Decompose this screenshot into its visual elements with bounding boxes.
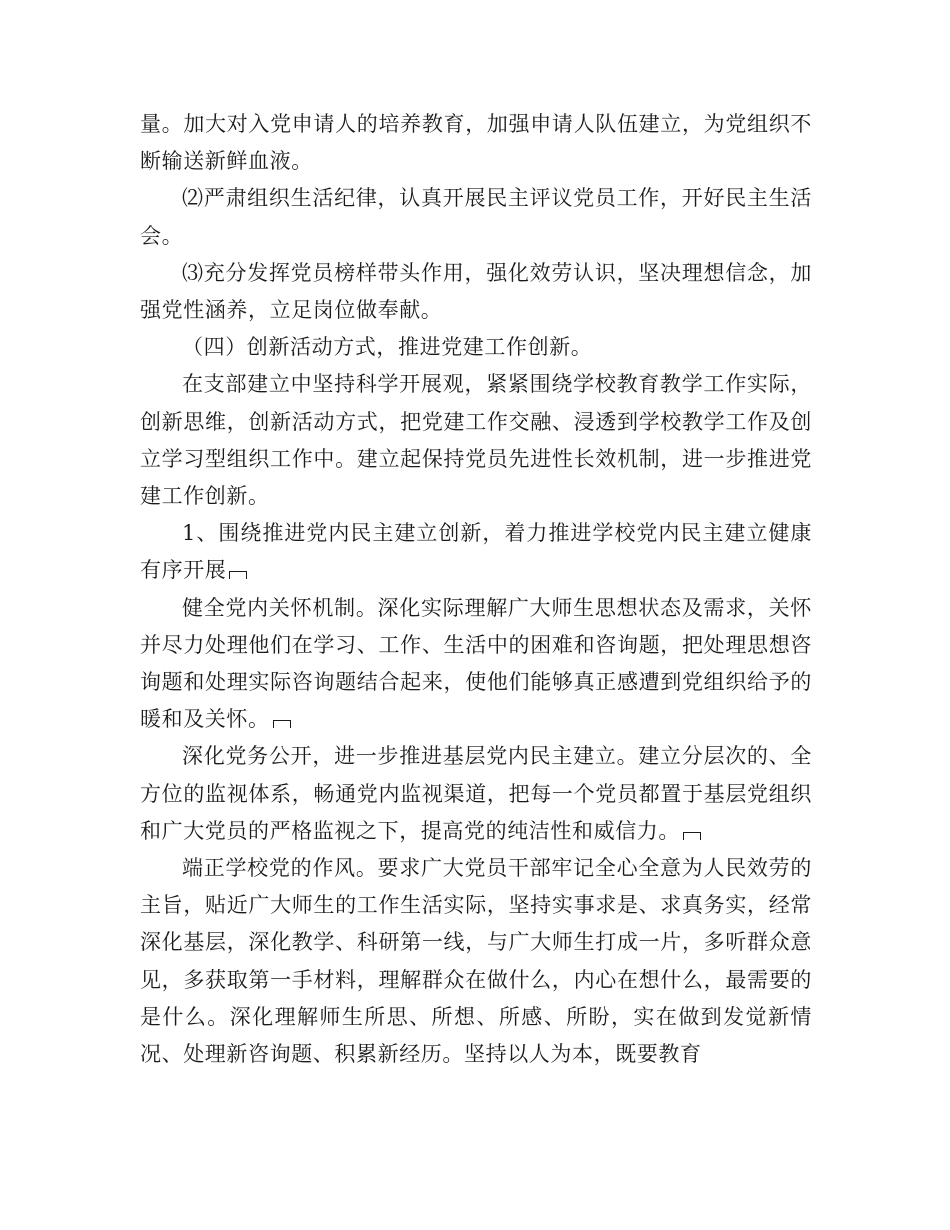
paragraph-text: ⑶充分发挥党员榜样带头作用，强化效劳认识，坚决理想信念，加强党性涵养，立足岗位做奉献。	[140, 260, 812, 323]
heading-text: （四）创新活动方式，推进党建工作创新。	[182, 335, 593, 360]
paragraph-item-2	[140, 180, 812, 254]
paragraph-text: 健全党内关怀机制。深化实际理解广大师生思想状态及需求，关怀并尽力处理他们在学习、工作、生活中的困难和咨询题，把处理思想咨询题和处理实际咨询题结合起来，使他们能够真正感遭到党组织给予的暖和及关怀。	[140, 595, 812, 732]
line-break-mark-icon	[273, 720, 291, 728]
paragraph-innovation	[140, 366, 812, 515]
paragraph-text: 在支部建立中坚持科学开展观，紧紧围绕学校教育教学工作实际，创新思维，创新活动方式，把党建工作交融、浸透到学校教学工作及创立学习型组织工作中。建立起保持党员先进性长效机制，进一步推进党建工作创新。	[140, 372, 812, 509]
paragraph-text: 1、围绕推进党内民主建立创新，着力推进学校党内民主建立健康有序开展	[140, 521, 812, 583]
paragraph-party-affairs	[140, 738, 812, 850]
paragraph-text: 端正学校党的作风。要求广大党员干部牢记全心全意为人民效劳的主旨，贴近广大师生的工作生活实际，坚持实事求是、求真务实，经常深化基层，深化教学、科研第一线，与广大师生打成一片，多听群众意见，多获取第一手材料，理解群众在做什么，内心在想什么，最需要的是什么。深化理解师生所思、所想、所感、所盼，实在做到发觉新情况、处理新咨询题、积累新经历。坚持以人为本，既要教育	[140, 856, 812, 1067]
paragraph-party-style	[140, 850, 812, 1073]
paragraph-care-mechanism	[140, 590, 812, 739]
paragraph-text: ⑵严肃组织生活纪律，认真开展民主评议党员工作，开好民主生活会。	[140, 186, 812, 248]
section-heading	[140, 329, 812, 366]
paragraph-text: 深化党务公开，进一步推进基层党内民主建立。建立分层次的、全方位的监视体系，畅通党内监视渠道，把每一个党员都置于基层党组织和广大党员的严格监视之下，提高党的纯洁性和威信力。	[140, 744, 812, 843]
line-break-mark-icon	[229, 571, 247, 579]
paragraph-continuation	[140, 106, 812, 180]
paragraph-item-3	[140, 255, 812, 329]
paragraph-text: 量。加大对入党申请人的培养教育，加强申请人队伍建立，为党组织不断输送新鲜血液。	[140, 112, 812, 174]
line-break-mark-icon	[683, 832, 701, 840]
body-text	[140, 106, 812, 1073]
subheading-1	[140, 515, 812, 589]
